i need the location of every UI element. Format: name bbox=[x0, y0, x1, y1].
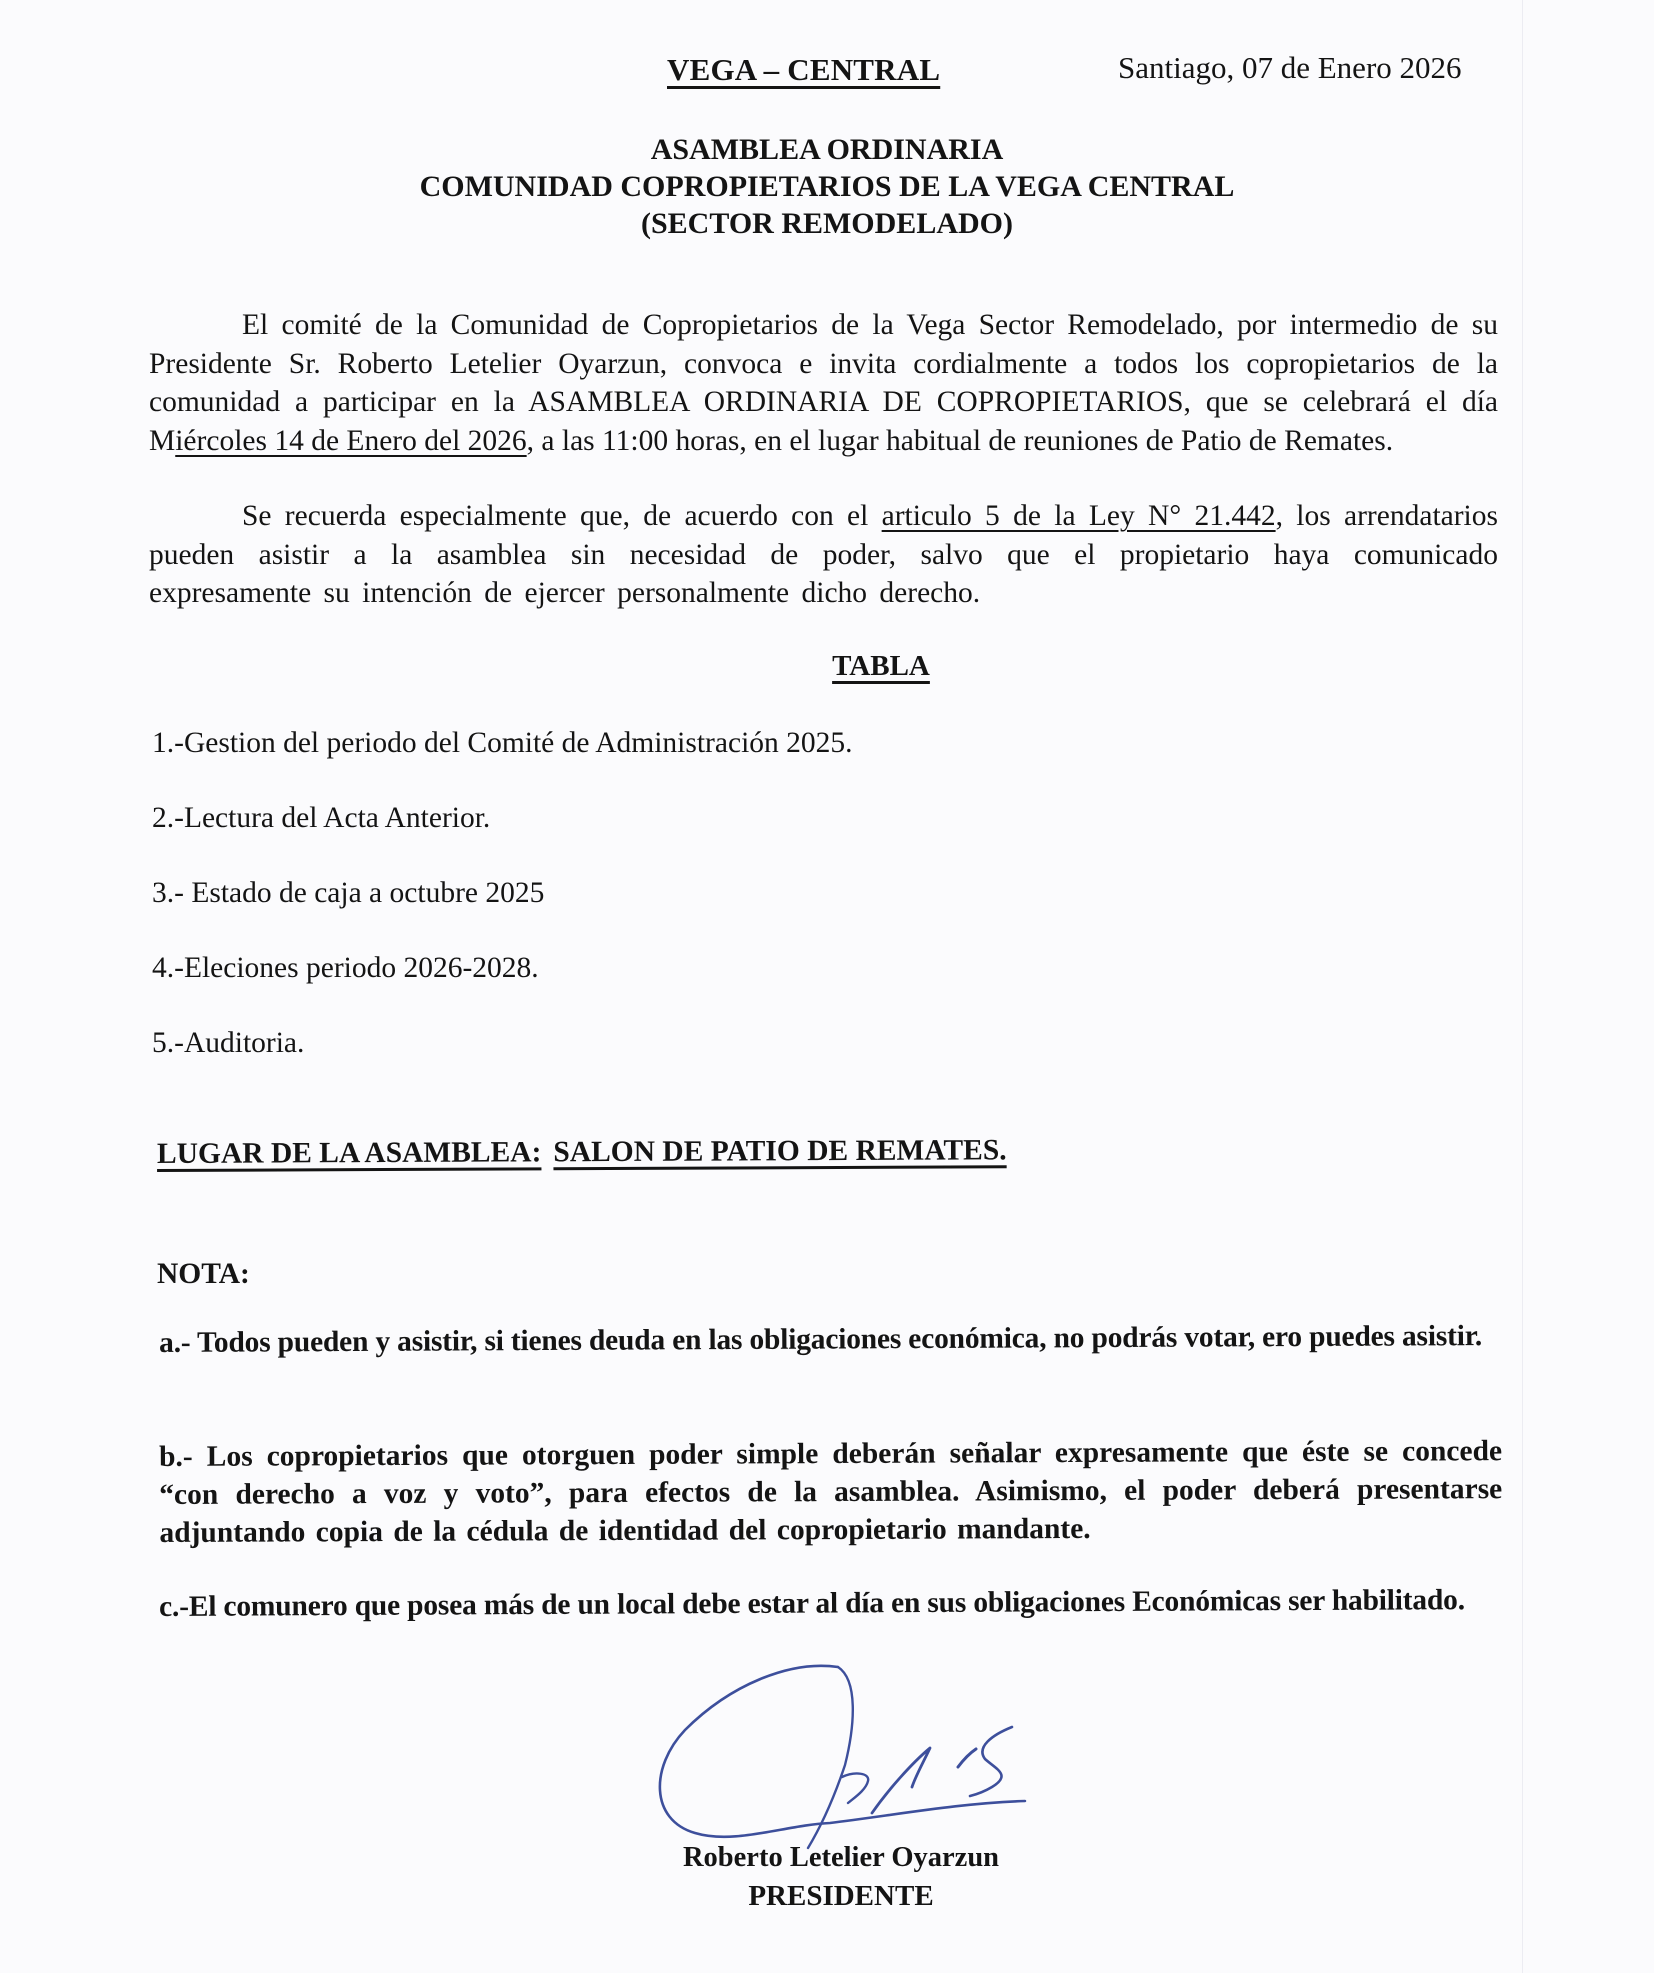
document-title bbox=[0, 131, 1654, 242]
note-item-a bbox=[159, 1317, 1502, 1362]
law-reference-underlined: articulo 5 de la Ley N° 21.442 bbox=[881, 500, 1276, 532]
signer-name-line bbox=[0, 1842, 1654, 1874]
signature-stroke bbox=[660, 1666, 1025, 1837]
invitation-text-start: El comité de la Comunidad de Copropietarios de la Vega Sector Remodelado, por intermedio de su Presidente Sr. Roberto Letelier Oyarzun, convoca e invita cordialmente a todos los copropietarios de la comunidad a participar en la ASAMBLEA ORDINARIA DE COPROPIETARIOS, que se celebrará el día M bbox=[149, 309, 1498, 457]
agenda-item: 2.-Lectura del Acta Anterior. bbox=[152, 802, 491, 834]
note-item-c bbox=[159, 1581, 1502, 1626]
signer-role: PRESIDENTE bbox=[748, 1880, 934, 1912]
agenda-section bbox=[0, 650, 1654, 683]
agenda-item: 1.-Gestion del periodo del Comité de Administración 2025. bbox=[152, 727, 853, 759]
title-line-1: ASAMBLEA ORDINARIA bbox=[650, 133, 1004, 166]
notes-label: NOTA: bbox=[157, 1258, 250, 1290]
handwritten-signature bbox=[640, 1655, 1030, 1855]
agenda-item: 4.-Eleciones periodo 2026-2028. bbox=[152, 952, 539, 984]
title-line-3: (SECTOR REMODELADO) bbox=[641, 207, 1013, 240]
note-text: a.- Todos pueden y asistir, si tienes deuda en las obligaciones económica, no podrás votar, ero puedes asistir. bbox=[159, 1320, 1483, 1359]
invitation-text-end: , a las 11:00 horas, en el lugar habitual de reuniones de Patio de Remates. bbox=[526, 424, 1394, 457]
reminder-text-end: , los arrendatarios pueden asistir a la asamblea sin necesidad de poder, salvo que el propietario haya comunicado expresamente su intención de ejercer personalmente dicho derecho. bbox=[149, 500, 1498, 609]
note-text: c.-El comunero que posea más de un local debe estar al día en sus obligaciones Económicas ser habilitado. bbox=[159, 1584, 1465, 1623]
venue-line bbox=[157, 1134, 1007, 1171]
note-item-b bbox=[159, 1432, 1502, 1552]
agenda-item: 3.- Estado de caja a octubre 2025 bbox=[152, 877, 545, 909]
signature-stroke bbox=[872, 1748, 930, 1813]
meeting-date-underlined: iércoles 14 de Enero del 2026 bbox=[175, 424, 527, 457]
signature-stroke bbox=[958, 1749, 976, 1767]
signature-stroke bbox=[842, 1774, 868, 1803]
venue-value: SALON DE PATIO DE REMATES. bbox=[553, 1134, 1007, 1169]
organization-title: VEGA – CENTRAL bbox=[667, 52, 941, 87]
venue-label: LUGAR DE LA ASAMBLEA: bbox=[156, 1136, 542, 1170]
scan-artifact-line bbox=[1522, 0, 1523, 1973]
signer-name: Roberto Letelier Oyarzun bbox=[682, 1842, 1000, 1873]
reminder-paragraph bbox=[149, 497, 1498, 613]
note-text: b.- Los copropietarios que otorguen poder simple deberán señalar expresamente que éste se concede “con derecho a voz y voto”, para efectos de la asamblea. Asimismo, el poder deberá presentarse adjuntando copia de la cédula de identidad del copropietario mandante. bbox=[159, 1435, 1503, 1549]
invitation-paragraph bbox=[149, 306, 1498, 460]
agenda-heading: TABLA bbox=[832, 650, 930, 682]
title-line-2: COMUNIDAD COPROPIETARIOS DE LA VEGA CENTRAL bbox=[419, 170, 1235, 203]
signer-role-line bbox=[0, 1880, 1654, 1913]
document-date: Santiago, 07 de Enero 2026 bbox=[1118, 50, 1462, 85]
reminder-text-start: Se recuerda especialmente que, de acuerdo con el bbox=[242, 500, 882, 532]
agenda-item: 5.-Auditoria. bbox=[152, 1027, 305, 1059]
signature-stroke bbox=[970, 1727, 1012, 1796]
